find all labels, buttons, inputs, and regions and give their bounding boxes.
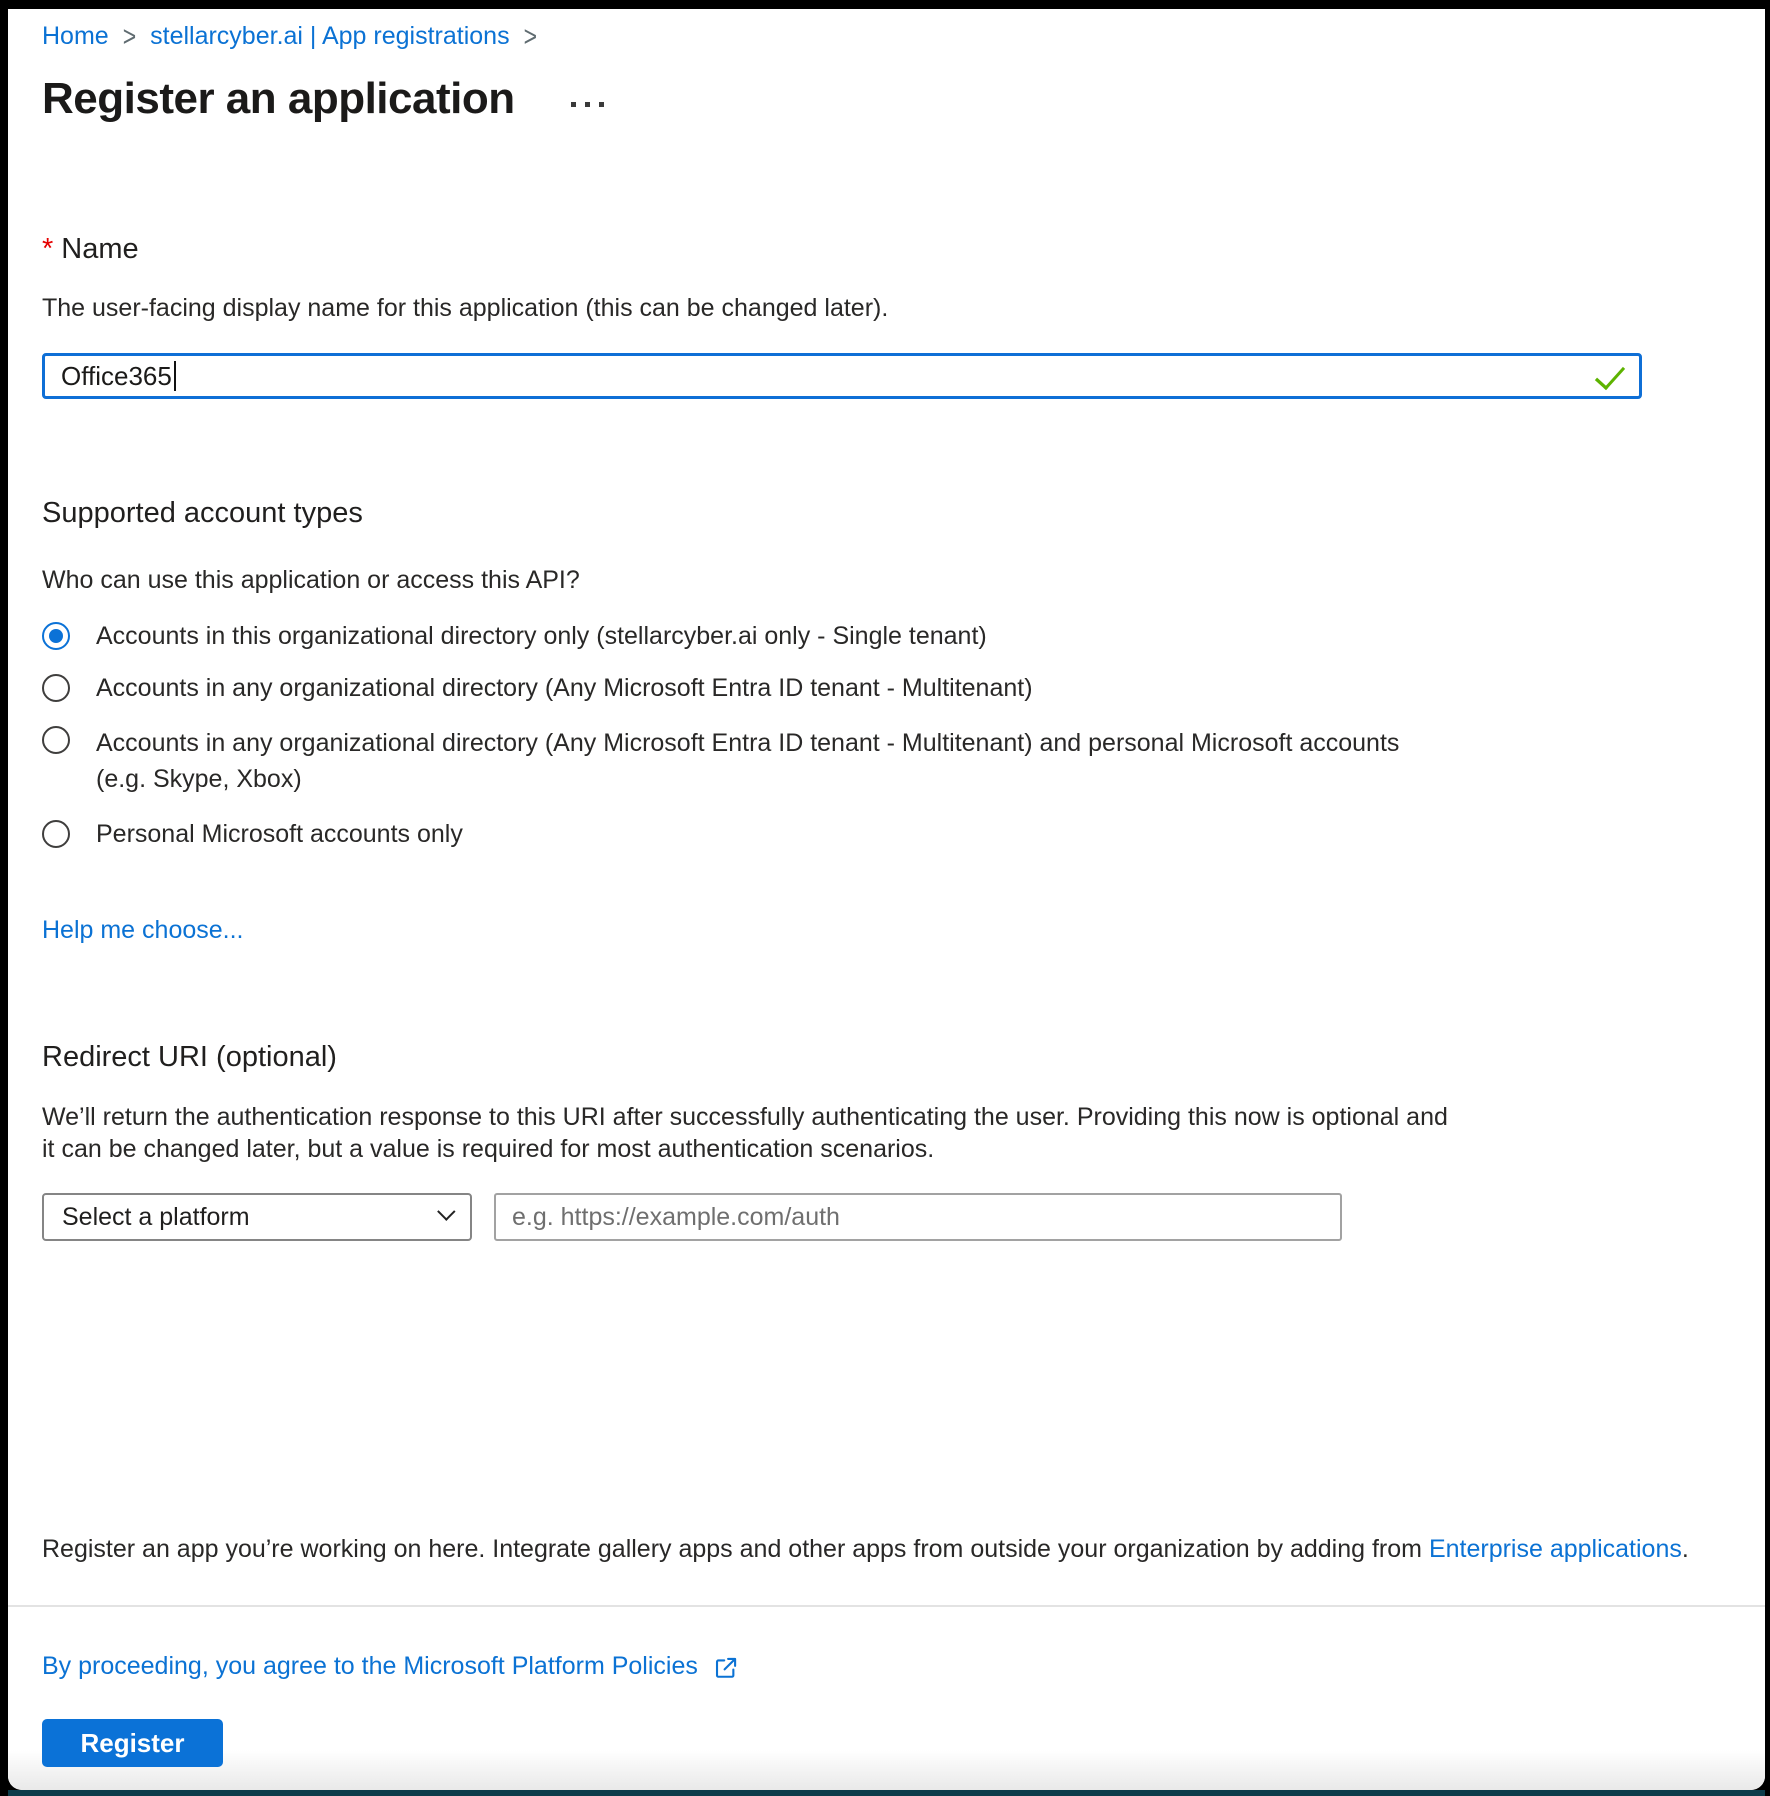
account-types-question: Who can use this application or access this API? xyxy=(42,566,580,594)
breadcrumb-app-registrations[interactable]: stellarcyber.ai | App registrations xyxy=(150,22,510,50)
dot xyxy=(571,102,576,107)
register-button[interactable]: Register xyxy=(42,1719,223,1767)
name-section-label: * Name xyxy=(42,233,139,265)
app-name-value: Office365 xyxy=(61,360,172,391)
account-types-radio-group xyxy=(42,621,1719,849)
enterprise-applications-link[interactable]: Enterprise applications xyxy=(1428,1535,1682,1563)
section-divider xyxy=(8,1605,1765,1607)
required-asterisk: * xyxy=(42,233,54,265)
help-me-choose-link[interactable]: Help me choose... xyxy=(42,916,244,944)
radio-multitenant-personal[interactable] xyxy=(42,725,1719,797)
page-title: Register an application xyxy=(42,74,515,123)
enterprise-note-period: . xyxy=(1681,1535,1689,1563)
platform-policies-link[interactable]: By proceeding, you agree to the Microsoft Platform Policies xyxy=(42,1652,698,1680)
redirect-uri-heading: Redirect URI (optional) xyxy=(42,1041,337,1073)
radio-icon xyxy=(42,674,70,702)
radio-multitenant[interactable] xyxy=(42,673,1719,703)
dot xyxy=(599,102,604,107)
radio-label: Accounts in this organizational directory only (stellarcyber.ai only - Single tenant) xyxy=(96,622,987,650)
chevron-down-icon xyxy=(437,1202,455,1220)
radio-label: Accounts in any organizational directory (Any Microsoft Entra ID tenant - Multitenant) xyxy=(96,674,1033,702)
dot xyxy=(585,102,590,107)
account-types-heading: Supported account types xyxy=(42,497,363,529)
radio-label: Accounts in any organizational directory (Any Microsoft Entra ID tenant - Multitenant) and personal Microsoft accounts (e.g. Skype, Xbox) xyxy=(96,729,1400,793)
redirect-uri-input[interactable] xyxy=(494,1193,1342,1241)
breadcrumb-home[interactable]: Home xyxy=(42,22,109,50)
text-caret xyxy=(174,361,176,391)
register-application-page xyxy=(8,9,1765,1790)
radio-icon xyxy=(42,820,70,848)
enterprise-note xyxy=(42,1533,1719,1565)
app-name-input[interactable] xyxy=(42,353,1642,399)
valid-checkmark-icon xyxy=(1595,359,1625,390)
radio-icon xyxy=(42,726,70,754)
name-description: The user-facing display name for this application (this can be changed later). xyxy=(42,294,889,322)
radio-personal-only[interactable] xyxy=(42,819,1719,849)
platform-select-value: Select a platform xyxy=(62,1202,250,1231)
more-menu-icon[interactable] xyxy=(571,102,604,107)
enterprise-note-text: Register an app you’re working on here. Integrate gallery apps and other apps from outside your organization by adding from xyxy=(42,1535,1429,1563)
redirect-uri-description: We’ll return the authentication response to this URI after successfully authenticating the user. Providing this now is optional and it can be changed later, but a value is required for most authentication scenarios. xyxy=(42,1103,1448,1163)
radio-single-tenant[interactable] xyxy=(42,621,1719,651)
external-link-icon xyxy=(712,1654,740,1682)
platform-select-dropdown[interactable] xyxy=(42,1193,472,1241)
breadcrumb xyxy=(42,21,1719,51)
radio-icon-selected xyxy=(42,622,70,650)
chevron-right-icon: > xyxy=(523,19,538,53)
radio-label: Personal Microsoft accounts only xyxy=(96,820,463,848)
chevron-right-icon: > xyxy=(122,19,137,53)
